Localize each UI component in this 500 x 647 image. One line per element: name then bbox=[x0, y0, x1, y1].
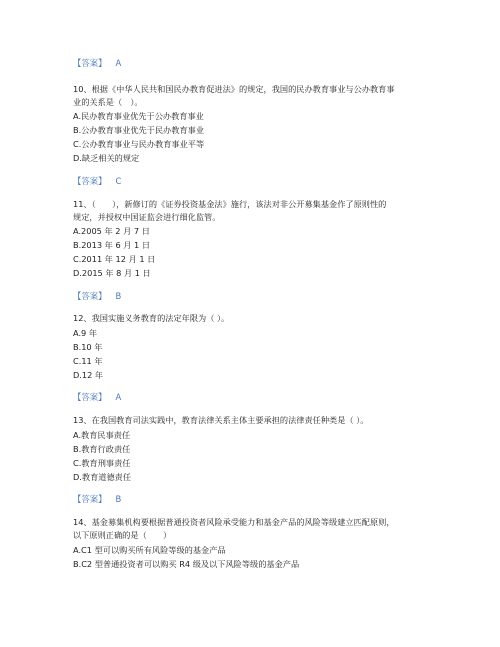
option-b: B.2013 年 6 月 1 日 bbox=[73, 240, 151, 250]
option-b: B.10 年 bbox=[73, 342, 103, 352]
option-d: D.教育道德责任 bbox=[73, 472, 132, 482]
answer-line bbox=[73, 176, 121, 186]
option-c: C.11 年 bbox=[73, 356, 103, 366]
option-d: D.2015 年 8 月 1 日 bbox=[73, 268, 151, 278]
answer-value: C bbox=[115, 176, 122, 186]
answer-label: 【答案】 bbox=[73, 494, 107, 504]
answer-line bbox=[73, 58, 121, 68]
question-text: 以下原则正确的是（ ） bbox=[73, 530, 172, 540]
question-text: 11、（ ），新修订的《证券投资基金法》施行，该法对非公开募集基金作了原则性的 bbox=[73, 199, 387, 209]
question-text: 10、根据《中华人民共和国民办教育促进法》的规定，我国的民办教育事业与公办教育事 bbox=[73, 84, 395, 94]
question-text: 规定，并授权中国证监会进行细化监管。 bbox=[73, 212, 221, 222]
option-c: C.2011 年 12 月 1 日 bbox=[73, 254, 156, 264]
answer-label: 【答案】 bbox=[73, 176, 107, 186]
option-b: B.C2 型普通投资者可以购买 R4 级及以下风险等级的基金产品 bbox=[73, 559, 300, 569]
answer-label: 【答案】 bbox=[73, 291, 107, 301]
option-a: A.民办教育事业优先于公办教育事业 bbox=[73, 111, 204, 121]
question-text: 13、在我国教育司法实践中，教育法律关系主体主要承担的法律责任种类是（ ）。 bbox=[73, 415, 369, 425]
question-text: 14、基金募集机构要根据普通投资者风险承受能力和基金产品的风险等级建立匹配原则， bbox=[73, 517, 395, 527]
option-a: A.C1 型可以购买所有风险等级的基金产品 bbox=[73, 545, 226, 555]
option-a: A.2005 年 2 月 7 日 bbox=[73, 226, 150, 236]
option-a: A.9 年 bbox=[73, 328, 98, 338]
answer-line bbox=[73, 392, 121, 402]
answer-line bbox=[73, 494, 121, 504]
answer-value: A bbox=[115, 392, 122, 402]
option-b: B.公办教育事业优先于民办教育事业 bbox=[73, 125, 205, 135]
option-a: A.教育民事责任 bbox=[73, 430, 131, 440]
question-text: 业的关系是（ ）。 bbox=[73, 97, 143, 107]
answer-value: B bbox=[115, 494, 122, 504]
option-c: C.教育刑事责任 bbox=[73, 458, 131, 468]
option-c: C.公办教育事业与民办教育事业平等 bbox=[73, 139, 205, 149]
answer-label: 【答案】 bbox=[73, 58, 107, 68]
question-text: 12、我国实施义务教育的法定年限为（ ）。 bbox=[73, 313, 230, 323]
answer-line bbox=[73, 291, 121, 301]
option-d: D.12 年 bbox=[73, 370, 104, 380]
option-b: B.教育行政责任 bbox=[73, 444, 131, 454]
answer-value: B bbox=[115, 291, 122, 301]
answer-label: 【答案】 bbox=[73, 392, 107, 402]
answer-value: A bbox=[115, 58, 122, 68]
option-d: D.缺乏相关的规定 bbox=[73, 153, 140, 163]
